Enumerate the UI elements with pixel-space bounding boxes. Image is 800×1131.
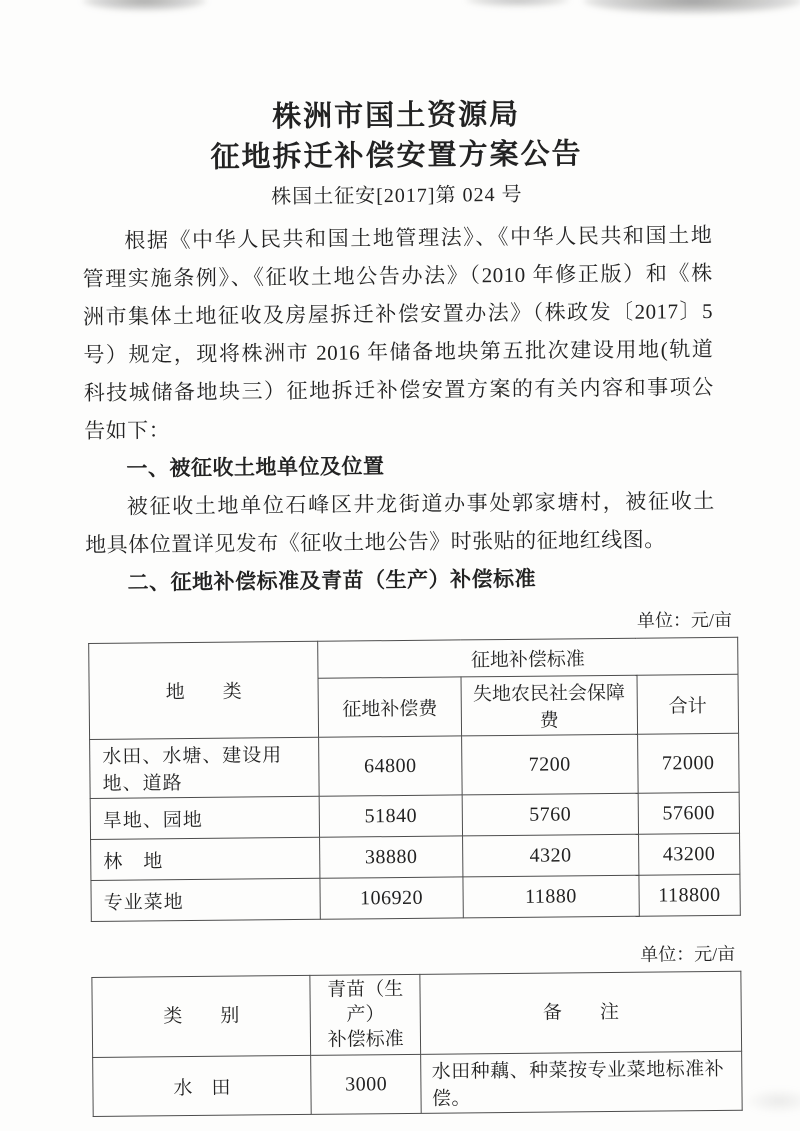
table-row (90, 733, 740, 798)
section-heading-1: 一、被征收土地单位及位置 (126, 454, 385, 481)
table-header-seedling-standard-line2: 补偿标准 (327, 1028, 404, 1051)
table-cell-total: 43200 (638, 833, 740, 875)
table-header-category: 类 别 (92, 975, 311, 1057)
paragraph-line: 地具体位置详见发布《征收土地公告》时张贴的征地红线图。 (85, 527, 666, 558)
table-cell-social-security: 11880 (463, 875, 639, 918)
table-cell-social-security: 4320 (462, 834, 638, 877)
table-cell-compensation: 106920 (320, 877, 463, 919)
document-body (82, 216, 716, 602)
document-title-line2: 征地拆迁补偿安置方案公告 (210, 138, 583, 174)
document-number: 株国土征安[2017]第 024 号 (271, 183, 523, 209)
document-header (81, 93, 712, 216)
paragraph-line: 被征收土地单位石峰区井龙街道办事处郭家塘村，被征收土 (126, 488, 715, 519)
paragraph-line: 科技城储备地块三）征地拆迁补偿安置方案的有关内容和事项公 (83, 374, 714, 406)
unit-label-table2: 单位：元/亩 (640, 943, 736, 965)
table-header-seedling-standard (310, 974, 421, 1055)
table-cell-compensation: 64800 (319, 736, 462, 796)
table-header-seedling-standard-line1: 青苗（生产） (327, 978, 404, 1026)
unit-label-table1: 单位：元/亩 (636, 609, 733, 631)
paragraph-line: 号）规定，现将株洲市 2016 年储备地块第五批次建设用地(轨道 (83, 336, 714, 368)
table-cell-total: 118800 (639, 874, 741, 916)
table-cell-compensation: 51840 (319, 795, 462, 837)
table-row (93, 1051, 743, 1116)
section-heading-2: 二、征地补偿标准及青苗（生产）补偿标准 (127, 566, 537, 595)
table-row (91, 833, 740, 880)
table-header-social-security: 失地农民社会保障费 (461, 675, 637, 736)
table-cell-social-security: 7200 (461, 734, 637, 795)
table-cell-category: 水田、水塘、建设用地、道路 (90, 737, 320, 798)
table-cell-total: 57600 (638, 792, 740, 834)
seedling-compensation-table (91, 971, 742, 1117)
table-cell-standard: 3000 (311, 1054, 422, 1114)
document-title-line1: 株洲市国土资源局 (271, 98, 521, 134)
table-header-land-type: 地 类 (89, 641, 319, 739)
table-cell-compensation: 38880 (320, 836, 463, 878)
table-cell-category: 水 田 (93, 1055, 312, 1116)
table-cell-total: 72000 (637, 733, 739, 793)
table-header-compensation-group: 征地补偿标准 (318, 637, 738, 678)
paragraph-line: 洲市集体土地征收及房屋拆迁补偿安置办法》（株政发〔2017〕5 (82, 298, 714, 330)
table-cell-category: 专业菜地 (91, 878, 320, 921)
paragraph-line: 告如下： (84, 418, 171, 444)
table-cell-social-security: 5760 (462, 793, 638, 836)
table-row (90, 792, 739, 839)
paragraph-line: 根据《中华人民共和国土地管理法》、《中华人民共和国土地 (124, 222, 713, 253)
table-header-note: 备 注 (420, 971, 741, 1054)
paragraph-line: 管理实施条例》、《征收土地公告办法》（2010 年修正版）和《株 (82, 260, 713, 292)
table-row (91, 874, 740, 921)
table-header-compensation-fee: 征地补偿费 (318, 677, 461, 737)
table-cell-category: 旱地、园地 (90, 796, 319, 839)
land-compensation-table (88, 637, 741, 922)
table-cell-category: 林 地 (91, 837, 320, 880)
table-header-total: 合计 (637, 674, 739, 734)
table-cell-note: 水田种藕、种菜按专业菜地标准补偿。 (421, 1051, 742, 1113)
